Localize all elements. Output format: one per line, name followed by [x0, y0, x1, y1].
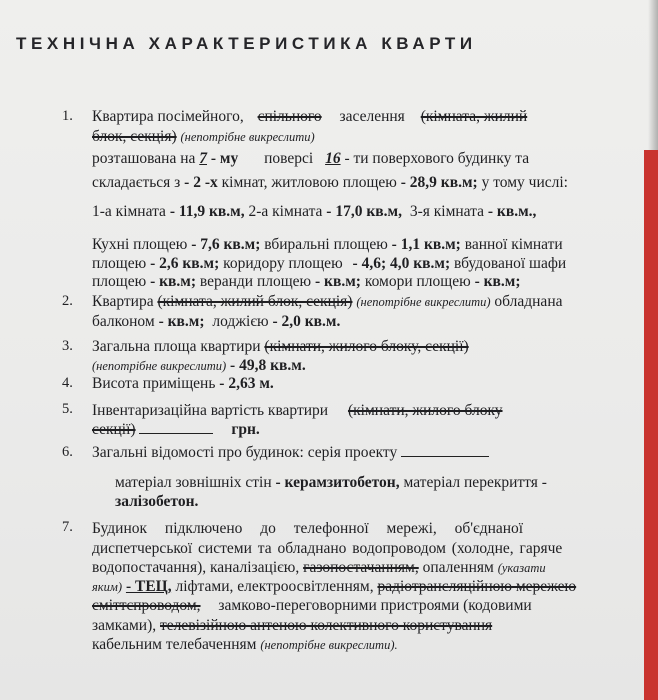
item-2-number: 2. — [62, 293, 73, 309]
item-1-line-2: блок, секція) (непотрібне викреслити) — [92, 128, 315, 145]
item-1-line-7: площею - 2,6 кв.м; коридору площею - 4,6; 4,0 кв.м; вбудованої шафи — [92, 255, 567, 272]
item-7-line-1: Будинок підключено до телефонної мережі, об'єднаної — [92, 520, 524, 537]
value-blank — [139, 433, 213, 434]
item-3-line-2: (непотрібне викреслити) - 49,8 кв.м. — [92, 357, 306, 374]
item-1-line-3: розташована на 7 - му поверсі 16 - ти поверхового будинку та — [92, 150, 530, 167]
item-7-line-5: сміттєпроводом, замково-переговорними пристроями (кодовими — [92, 597, 532, 614]
item-6-line-1: Загальні відомості про будинок: серія проекту — [92, 444, 489, 462]
item-7-line-7: кабельним телебаченням (непотрібне викреслити). — [92, 636, 398, 653]
item-3-line-1: Загальна площа квартири (кімнати, жилого блоку, секції) — [92, 338, 469, 355]
item-7-line-4: яким) - ТЕЦ, ліфтами, електроосвітленням, радіотрансляційною мережею — [92, 578, 577, 595]
item-7-line-6: замками), телевізійною антеною колективного користування — [92, 617, 493, 634]
item-4-number: 4. — [62, 375, 73, 391]
document-title: ТЕХНІЧНА ХАРАКТЕРИСТИКА КВАРТИ — [16, 34, 477, 53]
item-7-line-2: диспетчерської системи та обладнано водопроводом (холодне, гаряче — [92, 540, 563, 557]
item-1-line-6: Кухні площею - 7,6 кв.м; вбиральні площею - 1,1 кв.м; ванної кімнати — [92, 236, 563, 253]
item-1-line-1: Квартира посімейного, спільного заселення (кімната, жилий — [92, 108, 528, 125]
item-5-line-1: Інвентаризаційна вартість квартири (кімнати, жилого блоку — [92, 402, 503, 419]
item-5-line-2: секції) грн. — [92, 421, 260, 438]
item-6-line-3: залізобетон. — [115, 493, 199, 510]
project-series-blank — [401, 456, 489, 457]
item-6-line-2: матеріал зовнішніх стін - керамзитобетон, матеріал перекриття - — [115, 474, 547, 491]
item-2-line-2: балконом - кв.м; лоджією - 2,0 кв.м. — [92, 313, 341, 330]
total-floors-value: 16 — [325, 150, 341, 167]
item-2-line-1: Квартира (кімната, жилий блок, секція) (непотрібне викреслити) обладнана — [92, 293, 563, 310]
item-1-number: 1. — [62, 108, 73, 124]
item-6-number: 6. — [62, 444, 73, 460]
item-7-number: 7. — [62, 519, 73, 535]
page-shadow-edge — [648, 0, 658, 150]
item-3-number: 3. — [62, 338, 73, 354]
item-4-line: Висота приміщень - 2,63 м. — [92, 375, 274, 392]
item-1-line-4: складається з - 2 -х кімнат, житловою площею - 28,9 кв.м; у тому числі: — [92, 174, 568, 191]
floor-value: 7 — [199, 150, 207, 167]
item-1-rooms-line: 1-а кімната - 11,9 кв.м, 2-а кімната - 17,0 кв.м, 3-я кімната - кв.м., — [92, 203, 537, 220]
item-5-number: 5. — [62, 401, 73, 417]
red-background-edge — [644, 150, 658, 700]
item-7-line-3: водопостачання), каналізацією, газопостачанням, опаленням (указати — [92, 559, 546, 576]
item-1-line-8: площею - кв.м; веранди площею - кв.м; комори площею - кв.м; — [92, 273, 521, 290]
